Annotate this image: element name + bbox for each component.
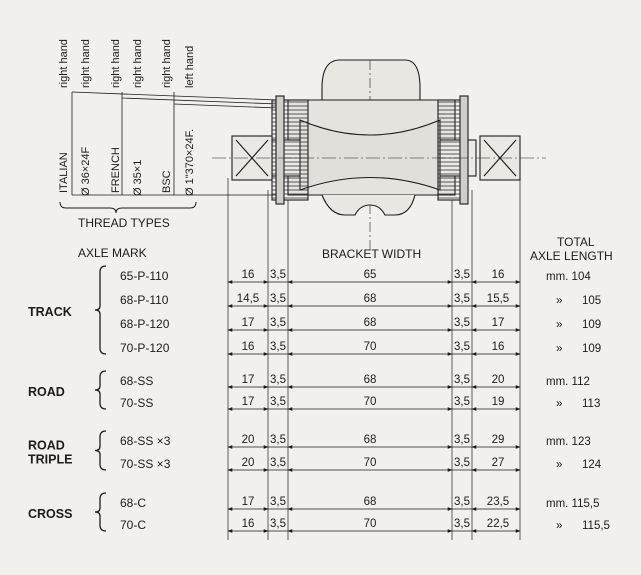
group-brace bbox=[95, 493, 106, 531]
right-length: 15,5 bbox=[486, 293, 510, 305]
left-cup-width: 3,5 bbox=[270, 317, 286, 329]
left-length: 20 bbox=[241, 434, 255, 446]
right-cup-width: 3,5 bbox=[454, 518, 470, 530]
left-length: 17 bbox=[241, 496, 255, 508]
left-length: 16 bbox=[241, 341, 255, 353]
axle-mark: 65-P-110 bbox=[120, 269, 169, 283]
ditto-mark: » bbox=[556, 295, 563, 307]
bracket-width-value: 68 bbox=[363, 374, 377, 386]
left-length: 17 bbox=[241, 396, 255, 408]
left-length: 16 bbox=[241, 518, 255, 530]
right-length: 17 bbox=[491, 317, 505, 329]
left-cup-width: 3,5 bbox=[270, 496, 286, 508]
thread-spec-label: Ø 36×24F bbox=[80, 146, 92, 196]
axle-mark: 70-C bbox=[120, 518, 147, 532]
group-name: TRIPLE bbox=[28, 452, 73, 467]
total-axle-length: mm. 104 bbox=[546, 271, 591, 283]
ditto-mark: » bbox=[556, 343, 563, 355]
axle-mark: 68-P-110 bbox=[120, 293, 169, 307]
total-axle-length: 105 bbox=[582, 295, 602, 307]
total-axle-length: mm. 115,5 bbox=[546, 498, 600, 510]
right-length: 29 bbox=[491, 434, 505, 446]
axle-mark-header: AXLE MARK bbox=[78, 246, 147, 260]
bracket-width-value: 70 bbox=[363, 396, 377, 408]
bottom-bracket-shell-drawing bbox=[232, 60, 520, 250]
right-length: 20 bbox=[491, 374, 505, 386]
axle-mark: 68-P-120 bbox=[120, 317, 170, 331]
group-brace bbox=[95, 371, 106, 409]
right-cup-width: 3,5 bbox=[454, 374, 470, 386]
total-axle-length: 115,5 bbox=[582, 520, 610, 532]
group-name: CROSS bbox=[28, 507, 73, 521]
axle-mark: 70-SS bbox=[120, 396, 154, 410]
thread-hand-label: left hand bbox=[184, 45, 196, 88]
left-cup-width: 3,5 bbox=[270, 396, 286, 408]
right-length: 27 bbox=[491, 457, 505, 469]
group-name: TRACK bbox=[28, 305, 72, 319]
thread-type-label: BSC bbox=[161, 170, 173, 193]
left-cup-width: 3,5 bbox=[270, 374, 286, 386]
left-cup-width: 3,5 bbox=[270, 293, 286, 305]
left-length: 16 bbox=[241, 269, 255, 281]
axle-mark: 70-SS ×3 bbox=[120, 457, 171, 471]
left-cup-width: 3,5 bbox=[270, 341, 286, 353]
thread-spec-label: Ø 35×1 bbox=[132, 159, 144, 196]
ditto-mark: » bbox=[556, 398, 563, 410]
ditto-mark: » bbox=[556, 319, 563, 331]
thread-type-label: ITALIAN bbox=[58, 152, 70, 193]
right-cup-width: 3,5 bbox=[454, 293, 470, 305]
thread-types-caption: THREAD TYPES bbox=[78, 216, 170, 230]
axle-mark: 68-SS ×3 bbox=[120, 434, 171, 448]
thread-type-label: FRENCH bbox=[110, 147, 122, 193]
total-header-line2: AXLE LENGTH bbox=[530, 249, 613, 263]
right-length: 22,5 bbox=[486, 518, 510, 530]
left-length: 17 bbox=[241, 374, 255, 386]
total-axle-length: mm. 112 bbox=[546, 376, 590, 388]
total-axle-length: 124 bbox=[582, 459, 602, 471]
total-axle-length: 109 bbox=[582, 319, 602, 331]
total-axle-length: 109 bbox=[582, 343, 602, 355]
right-cup-width: 3,5 bbox=[454, 496, 470, 508]
bracket-width-header: BRACKET WIDTH bbox=[322, 247, 422, 261]
left-cup-width: 3,5 bbox=[270, 269, 286, 281]
total-axle-length: mm. 123 bbox=[546, 436, 591, 448]
dimension-extension-lines bbox=[228, 178, 520, 540]
bracket-width-value: 68 bbox=[363, 434, 377, 446]
ditto-mark: » bbox=[556, 459, 563, 471]
bracket-width-value: 70 bbox=[363, 518, 377, 530]
left-cup-width: 3,5 bbox=[270, 457, 286, 469]
bracket-width-value: 68 bbox=[363, 496, 377, 508]
right-length: 16 bbox=[491, 269, 505, 281]
axle-mark: 68-SS bbox=[120, 374, 154, 388]
left-length: 20 bbox=[241, 457, 255, 469]
total-header-line1: TOTAL bbox=[557, 235, 595, 249]
right-length: 19 bbox=[491, 396, 505, 408]
thread-types-brace bbox=[60, 202, 196, 213]
bracket-width-value: 65 bbox=[363, 269, 377, 281]
thread-columns bbox=[58, 39, 196, 196]
group-name: ROAD bbox=[28, 438, 65, 453]
thread-hand-label: right hand bbox=[161, 39, 173, 88]
thread-spec-label: Ø 1"370×24F. bbox=[184, 128, 196, 196]
right-cup-width: 3,5 bbox=[454, 457, 470, 469]
total-axle-length: 113 bbox=[582, 398, 601, 410]
right-cup-width: 3,5 bbox=[454, 341, 470, 353]
ditto-mark: » bbox=[556, 520, 563, 532]
axle-mark: 70-P-120 bbox=[120, 341, 170, 355]
axle-mark: 68-C bbox=[120, 496, 147, 510]
left-cup-width: 3,5 bbox=[270, 518, 286, 530]
thread-hand-label: right hand bbox=[110, 39, 122, 88]
thread-hand-label: right hand bbox=[132, 39, 144, 88]
left-length: 17 bbox=[241, 317, 255, 329]
left-length: 14,5 bbox=[236, 293, 260, 305]
axle-table bbox=[28, 266, 610, 532]
bracket-width-value: 70 bbox=[363, 341, 377, 353]
right-cup-width: 3,5 bbox=[454, 269, 470, 281]
right-cup-width: 3,5 bbox=[454, 396, 470, 408]
thread-hand-label: right hand bbox=[80, 39, 92, 88]
left-cup-width: 3,5 bbox=[270, 434, 286, 446]
bracket-width-value: 68 bbox=[363, 317, 377, 329]
right-length: 16 bbox=[491, 341, 505, 353]
bracket-width-value: 70 bbox=[363, 457, 377, 469]
bracket-width-value: 68 bbox=[363, 293, 377, 305]
group-brace bbox=[95, 431, 106, 470]
thread-hand-label: right hand bbox=[58, 39, 70, 88]
group-brace bbox=[95, 266, 106, 354]
right-length: 23,5 bbox=[486, 496, 510, 508]
right-cup-width: 3,5 bbox=[454, 317, 470, 329]
group-name: ROAD bbox=[28, 385, 65, 399]
right-cup-width: 3,5 bbox=[454, 434, 470, 446]
